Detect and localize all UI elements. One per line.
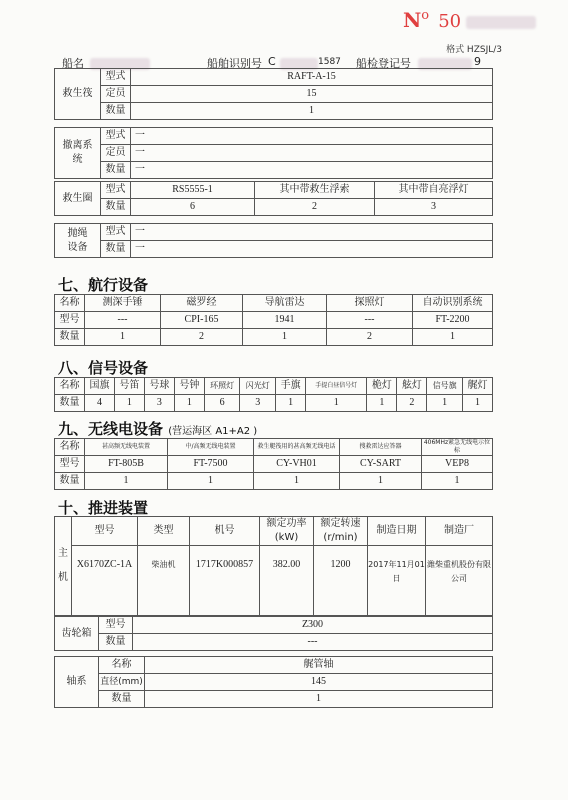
table-cell: 2	[397, 395, 427, 412]
row-label: 数量	[55, 473, 85, 490]
label: 型式	[101, 224, 131, 241]
table-cell: 信号旗	[427, 378, 463, 395]
column-header: 其中带救生浮索	[255, 182, 375, 199]
gearbox-group: 齿轮箱	[55, 617, 99, 651]
table-cell: 自动识别系统	[413, 295, 493, 312]
row-label: 名称	[55, 378, 85, 395]
value: 一	[131, 241, 493, 258]
table-cell: 搜救雷达应答器	[340, 439, 422, 456]
table-cell: 1	[85, 329, 161, 346]
sea-area-note: (营运海区 A1+A2 )	[168, 426, 258, 437]
column-header: 制造日期	[368, 517, 426, 546]
table-cell: 1	[340, 473, 422, 490]
section-title-signal: 八、信号设备	[58, 359, 149, 377]
lifebuoy-table	[54, 181, 493, 216]
label: 数量	[101, 199, 131, 216]
table-cell: 2017年11月01日	[368, 546, 426, 616]
ship-name-label: 船名	[62, 57, 84, 70]
table-cell: 1	[85, 473, 168, 490]
linethrow-table	[54, 223, 493, 258]
table-cell: 4	[85, 395, 115, 412]
table-cell: 1	[367, 395, 397, 412]
column-header: 型号	[72, 517, 138, 546]
table-cell: 1941	[243, 312, 327, 329]
label: 定员	[101, 145, 131, 162]
row-label: 数量	[55, 395, 85, 412]
value: 一	[131, 128, 493, 145]
table-cell: 406MHz紧急无线电示位标	[422, 439, 493, 456]
value: Z300	[133, 617, 493, 634]
label: 数量	[101, 162, 131, 179]
redacted-block	[466, 16, 536, 29]
table-cell: 潍柴重机股份有限公司	[426, 546, 493, 616]
evacuation-table	[54, 127, 493, 179]
table-cell: 艉灯	[463, 378, 493, 395]
table-cell: 1	[413, 329, 493, 346]
table-cell: 1	[306, 395, 367, 412]
row-label: 数量	[55, 329, 85, 346]
table-cell: 闪光灯	[240, 378, 276, 395]
label: 型式	[101, 69, 131, 86]
table-cell: 国旗	[85, 378, 115, 395]
table-cell: 号笛	[114, 378, 144, 395]
table-cell: 1	[174, 395, 204, 412]
linethrow-group: 抛绳设备	[55, 224, 101, 258]
table-cell: 2	[161, 329, 243, 346]
value: 一	[131, 162, 493, 179]
table-cell: 磁罗经	[161, 295, 243, 312]
label: 定员	[101, 86, 131, 103]
table-cell: 2	[327, 329, 413, 346]
table-cell: 3	[240, 395, 276, 412]
table-cell: 3	[144, 395, 174, 412]
value: 145	[145, 674, 493, 691]
row-label: 名称	[55, 439, 85, 456]
table-cell: 救生艇筏用的甚高频无线电话	[254, 439, 340, 456]
label: 数量	[99, 634, 133, 651]
table-cell: 甚高频无线电装置	[85, 439, 168, 456]
table-cell: CPI-165	[161, 312, 243, 329]
table-cell: 6	[204, 395, 240, 412]
table-cell: 导航雷达	[243, 295, 327, 312]
column-header: 制造厂	[426, 517, 493, 546]
label: 数量	[99, 691, 145, 708]
value: 艉管轴	[145, 657, 493, 674]
column-header: 额定功率(kW)	[260, 517, 314, 546]
row-label: 名称	[55, 295, 85, 312]
table-cell: 测深手锤	[85, 295, 161, 312]
table-cell: ---	[85, 312, 161, 329]
table-cell: 382.00	[260, 546, 314, 616]
value: 6	[131, 199, 255, 216]
value: RS5555-1	[131, 182, 255, 199]
table-cell: 1	[243, 329, 327, 346]
section-title-navigation: 七、航行设备	[58, 276, 149, 294]
section-title-radio	[58, 418, 257, 439]
label: 型式	[101, 128, 131, 145]
table-cell: 柴油机	[138, 546, 190, 616]
column-header: 额定转速(r/min)	[314, 517, 368, 546]
label: 名称	[99, 657, 145, 674]
label: 型式	[101, 182, 131, 199]
table-cell: X6170ZC-1A	[72, 546, 138, 616]
propulsion-table	[54, 516, 493, 616]
column-header: 机号	[190, 517, 260, 546]
table-cell: 1	[114, 395, 144, 412]
table-cell: CY-VH01	[254, 456, 340, 473]
inspect-no-end: 9	[474, 55, 481, 68]
ship-id-label: 船舶识别号	[207, 57, 262, 70]
table-cell: 环照灯	[204, 378, 240, 395]
certificate-number: $N^o$ 50	[403, 8, 536, 32]
table-cell: 桅灯	[367, 378, 397, 395]
row-label: 型号	[55, 312, 85, 329]
table-cell: VEP8	[422, 456, 493, 473]
table-cell: 舷灯	[397, 378, 427, 395]
radio-table	[54, 438, 493, 490]
value: 1	[145, 691, 493, 708]
value: 一	[131, 224, 493, 241]
label: 型号	[99, 617, 133, 634]
row-label: 型号	[55, 456, 85, 473]
value: 1	[131, 103, 493, 120]
table-cell: 手旗	[276, 378, 306, 395]
gearbox-table	[54, 616, 493, 651]
table-cell: 中/高频无线电装置	[168, 439, 254, 456]
liferaft-group: 救生筏	[55, 69, 101, 120]
label: 数量	[101, 241, 131, 258]
table-cell: ---	[327, 312, 413, 329]
table-cell: 1	[168, 473, 254, 490]
table-cell: 1200	[314, 546, 368, 616]
table-cell: 1	[427, 395, 463, 412]
table-cell: 号钟	[174, 378, 204, 395]
table-cell: 1	[422, 473, 493, 490]
radio-title: 九、无线电设备	[58, 420, 164, 438]
ship-id-end: 1587	[318, 57, 341, 67]
table-cell: CY-SART	[340, 456, 422, 473]
column-header: 其中带自亮浮灯	[375, 182, 493, 199]
table-cell: FT-7500	[168, 456, 254, 473]
table-cell: FT-805B	[85, 456, 168, 473]
table-cell: 1	[254, 473, 340, 490]
table-cell: 1	[463, 395, 493, 412]
format-code: 格式 HZSJL/3	[446, 45, 502, 55]
main-engine-group: 主机	[55, 517, 72, 616]
lifebuoy-group: 救生圈	[55, 182, 101, 216]
shafting-group: 轴系	[55, 657, 99, 708]
table-cell: 号球	[144, 378, 174, 395]
section-title-propulsion: 十、推进装置	[58, 499, 149, 517]
value: ---	[133, 634, 493, 651]
table-cell: FT-2200	[413, 312, 493, 329]
evacuation-group: 撤离系统	[55, 128, 101, 179]
value: 一	[131, 145, 493, 162]
shafting-table	[54, 656, 493, 708]
table-cell: 探照灯	[327, 295, 413, 312]
ship-id-tail: C	[268, 55, 276, 68]
liferaft-table	[54, 68, 493, 120]
column-header: 类型	[138, 517, 190, 546]
signal-table	[54, 377, 493, 412]
table-cell: 1	[276, 395, 306, 412]
value: 15	[131, 86, 493, 103]
label: 数量	[101, 103, 131, 120]
value: RAFT-A-15	[131, 69, 493, 86]
inspect-no-label: 船检登记号	[356, 57, 411, 70]
navigation-table	[54, 294, 493, 346]
value: 3	[375, 199, 493, 216]
value: 2	[255, 199, 375, 216]
table-cell: 1717K000857	[190, 546, 260, 616]
table-cell: 手提白昼信号灯	[306, 378, 367, 395]
label: 直径(mm)	[99, 674, 145, 691]
